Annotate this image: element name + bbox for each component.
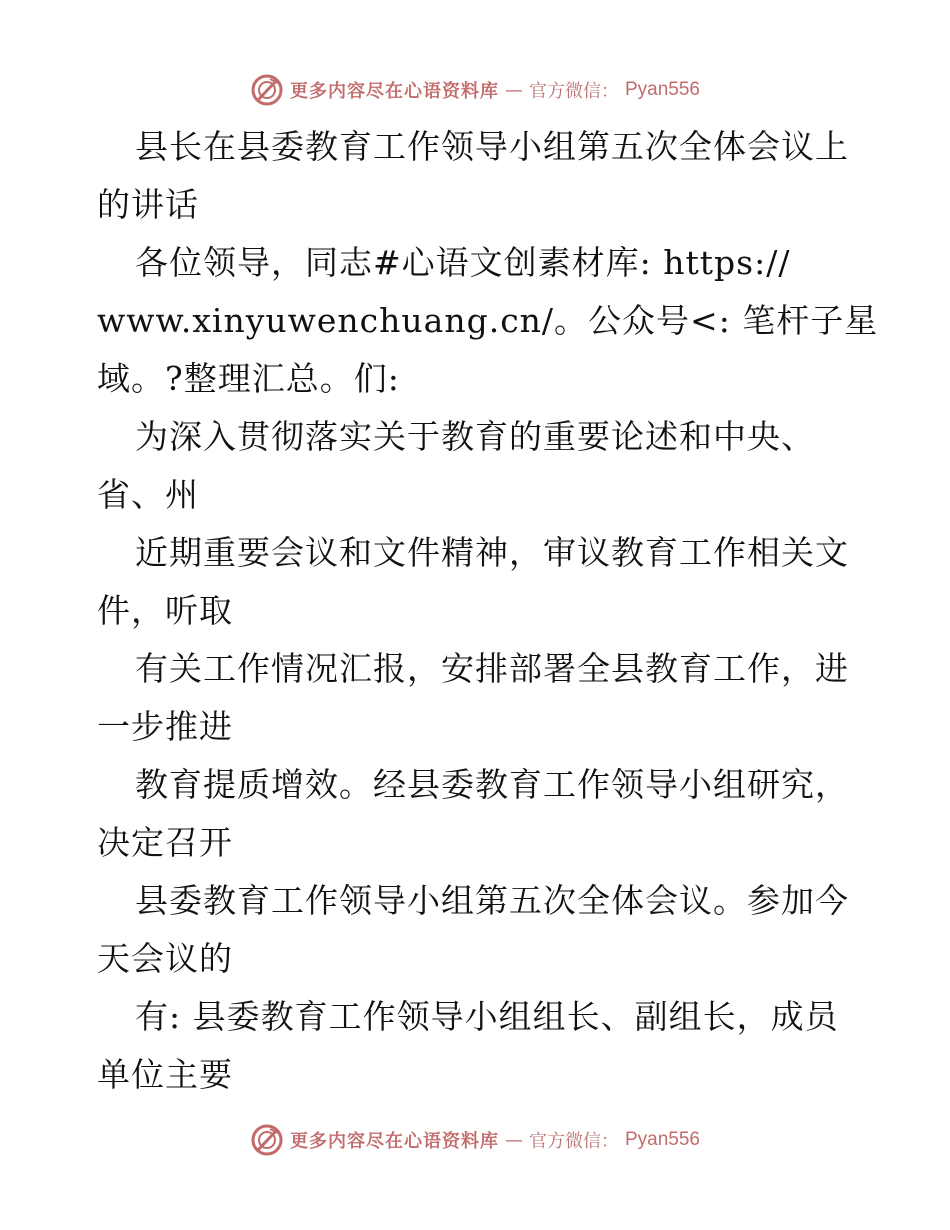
watermark-official-label: 官方微信： xyxy=(528,1131,619,1152)
document-body xyxy=(97,118,879,1104)
text-line: 天会议的 xyxy=(97,939,233,978)
text-line: 有关工作情况汇报，安排部署全县教育工作，进 xyxy=(135,649,849,688)
watermark-text: 更多内容尽在心语资料库 xyxy=(289,1131,499,1152)
text-line: www.xinyuwenchuang.cn/。公众号<: 笔杆子星 xyxy=(97,301,879,340)
seal-logo-icon xyxy=(250,1123,284,1157)
text-line: 省、州 xyxy=(97,475,199,514)
watermark-text: 更多内容尽在心语资料库 xyxy=(289,81,499,102)
text-line: 近期重要会议和文件精神，审议教育工作相关文 xyxy=(135,533,849,572)
text-line: 县长在县委教育工作领导小组第五次全体会议上 xyxy=(135,127,849,166)
text-line: 各位领导，同志#心语文创素材库: https:// xyxy=(135,243,791,282)
text-line: 件，听取 xyxy=(97,591,233,630)
text-line: 有: 县委教育工作领导小组组长、副组长，成员 xyxy=(135,997,839,1036)
text-line: 一步推进 xyxy=(97,707,233,746)
header-watermark xyxy=(0,70,950,110)
watermark-wechat-id: Pyan556 xyxy=(624,79,700,100)
seal-logo-icon xyxy=(250,73,284,107)
text-line: 为深入贯彻落实关于教育的重要论述和中央、 xyxy=(135,417,815,456)
watermark-official-label: 官方微信： xyxy=(528,81,619,102)
text-line: 的讲话 xyxy=(97,185,199,224)
watermark-dash: — xyxy=(504,1129,523,1151)
text-line: 县委教育工作领导小组第五次全体会议。参加今 xyxy=(135,881,849,920)
watermark-wechat-id: Pyan556 xyxy=(624,1129,700,1150)
text-line: 教育提质增效。经县委教育工作领导小组研究， xyxy=(135,765,849,804)
text-line: 域。?整理汇总。们: xyxy=(97,359,400,398)
footer-watermark xyxy=(0,1120,950,1160)
text-line: 单位主要 xyxy=(97,1055,233,1094)
watermark-dash: — xyxy=(504,79,523,101)
text-line: 决定召开 xyxy=(97,823,233,862)
